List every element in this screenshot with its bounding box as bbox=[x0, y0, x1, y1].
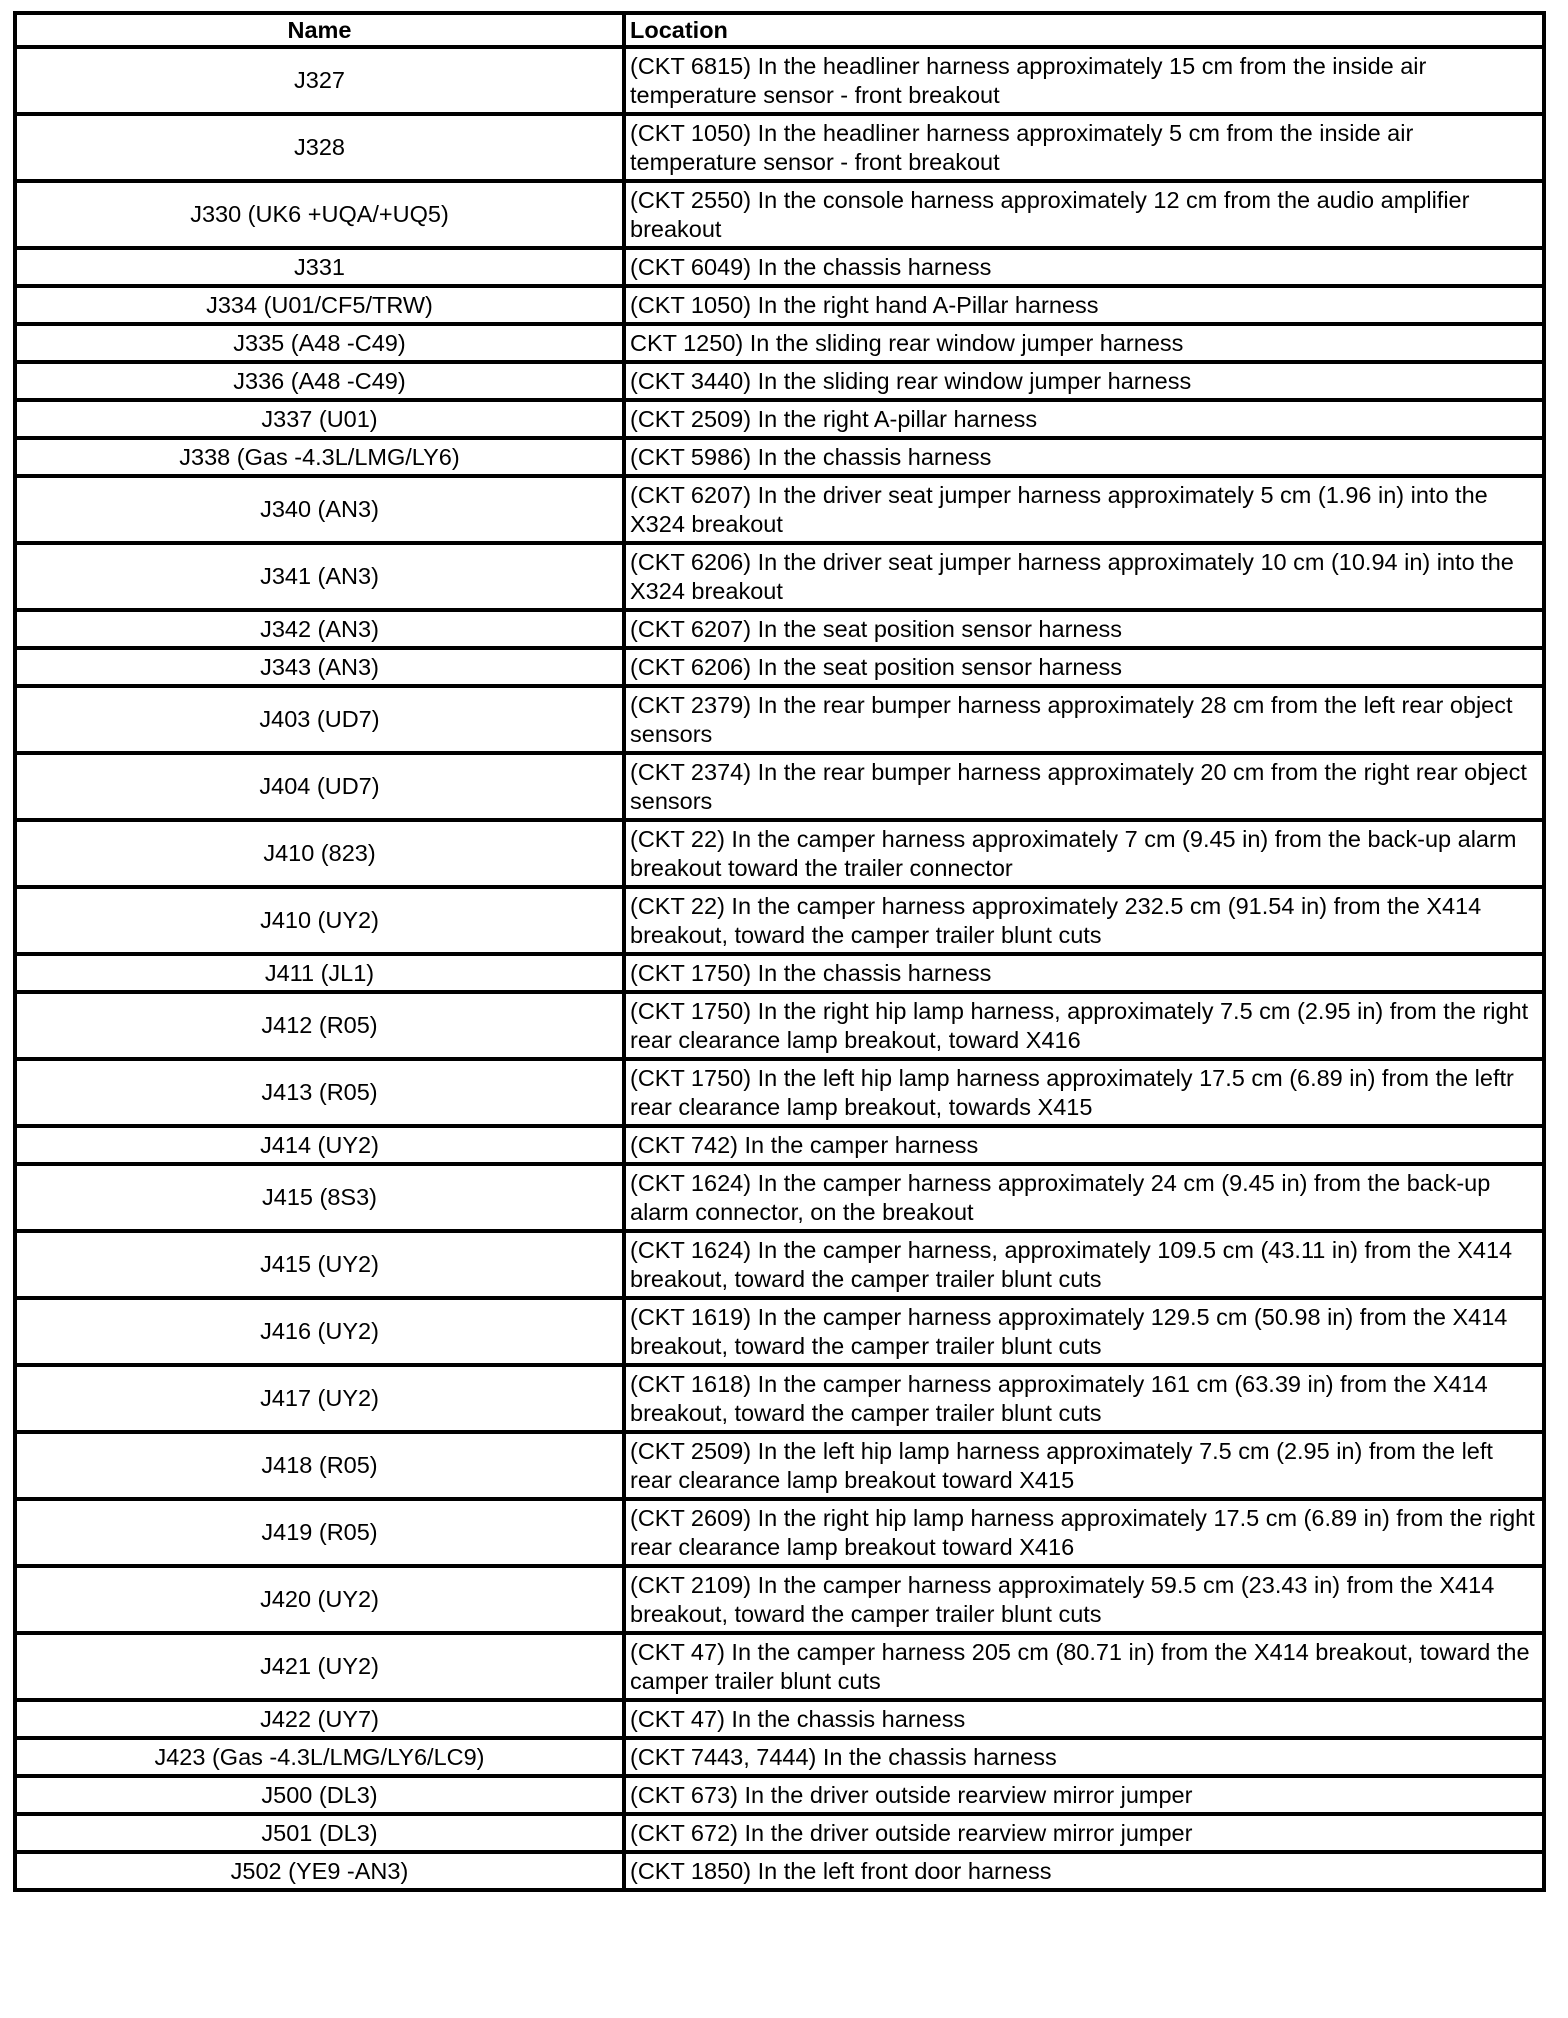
row-location-cell: (CKT 6206) In the seat position sensor harness bbox=[624, 648, 1544, 686]
table-row bbox=[15, 1776, 1544, 1814]
splice-location-table bbox=[13, 11, 1546, 1892]
table-row bbox=[15, 887, 1544, 954]
row-location-cell: (CKT 2379) In the rear bumper harness approximately 28 cm from the left rear object sensors bbox=[624, 686, 1544, 753]
table-header-row bbox=[15, 13, 1544, 47]
table-row bbox=[15, 1738, 1544, 1776]
row-name-cell: J342 (AN3) bbox=[15, 610, 624, 648]
row-location-cell: (CKT 5986) In the chassis harness bbox=[624, 438, 1544, 476]
table-row bbox=[15, 610, 1544, 648]
row-name-cell: J415 (8S3) bbox=[15, 1164, 624, 1231]
row-name-cell: J403 (UD7) bbox=[15, 686, 624, 753]
table-row bbox=[15, 648, 1544, 686]
row-name-cell: J416 (UY2) bbox=[15, 1298, 624, 1365]
row-name-cell: J331 bbox=[15, 248, 624, 286]
table-row bbox=[15, 476, 1544, 543]
row-name-cell: J418 (R05) bbox=[15, 1432, 624, 1499]
table-row bbox=[15, 47, 1544, 114]
row-name-cell: J337 (U01) bbox=[15, 400, 624, 438]
row-name-cell: J336 (A48 -C49) bbox=[15, 362, 624, 400]
row-name-cell: J410 (823) bbox=[15, 820, 624, 887]
row-location-cell: (CKT 6207) In the seat position sensor harness bbox=[624, 610, 1544, 648]
row-location-cell: (CKT 47) In the camper harness 205 cm (80.71 in) from the X414 breakout, toward the camper trailer blunt cuts bbox=[624, 1633, 1544, 1700]
row-location-cell: (CKT 1050) In the right hand A-Pillar harness bbox=[624, 286, 1544, 324]
table-row bbox=[15, 543, 1544, 610]
row-name-cell: J422 (UY7) bbox=[15, 1700, 624, 1738]
row-location-cell: (CKT 22) In the camper harness approximately 7 cm (9.45 in) from the back-up alarm breakout toward the trailer connector bbox=[624, 820, 1544, 887]
row-name-cell: J502 (YE9 -AN3) bbox=[15, 1852, 624, 1890]
row-location-cell: CKT 1250) In the sliding rear window jumper harness bbox=[624, 324, 1544, 362]
row-location-cell: (CKT 6206) In the driver seat jumper harness approximately 10 cm (10.94 in) into the X324 breakout bbox=[624, 543, 1544, 610]
row-location-cell: (CKT 22) In the camper harness approximately 232.5 cm (91.54 in) from the X414 breakout, toward the camper trailer blunt cuts bbox=[624, 887, 1544, 954]
row-location-cell: (CKT 1750) In the right hip lamp harness, approximately 7.5 cm (2.95 in) from the right rear clearance lamp breakout, toward X416 bbox=[624, 992, 1544, 1059]
row-location-cell: (CKT 742) In the camper harness bbox=[624, 1126, 1544, 1164]
row-name-cell: J338 (Gas -4.3L/LMG/LY6) bbox=[15, 438, 624, 476]
row-location-cell: (CKT 2550) In the console harness approximately 12 cm from the audio amplifier breakout bbox=[624, 181, 1544, 248]
table-row bbox=[15, 1298, 1544, 1365]
row-location-cell: (CKT 7443, 7444) In the chassis harness bbox=[624, 1738, 1544, 1776]
row-name-cell: J410 (UY2) bbox=[15, 887, 624, 954]
row-location-cell: (CKT 6049) In the chassis harness bbox=[624, 248, 1544, 286]
row-name-cell: J330 (UK6 +UQA/+UQ5) bbox=[15, 181, 624, 248]
row-location-cell: (CKT 672) In the driver outside rearview mirror jumper bbox=[624, 1814, 1544, 1852]
row-name-cell: J417 (UY2) bbox=[15, 1365, 624, 1432]
row-location-cell: (CKT 1850) In the left front door harness bbox=[624, 1852, 1544, 1890]
row-location-cell: (CKT 1624) In the camper harness, approximately 109.5 cm (43.11 in) from the X414 breakout, toward the camper trailer blunt cuts bbox=[624, 1231, 1544, 1298]
table-row bbox=[15, 1700, 1544, 1738]
column-header-location: Location bbox=[624, 13, 1544, 47]
row-name-cell: J341 (AN3) bbox=[15, 543, 624, 610]
column-header-name: Name bbox=[15, 13, 624, 47]
row-name-cell: J423 (Gas -4.3L/LMG/LY6/LC9) bbox=[15, 1738, 624, 1776]
row-name-cell: J340 (AN3) bbox=[15, 476, 624, 543]
row-location-cell: (CKT 2509) In the left hip lamp harness approximately 7.5 cm (2.95 in) from the left rear clearance lamp breakout toward X415 bbox=[624, 1432, 1544, 1499]
row-location-cell: (CKT 3440) In the sliding rear window jumper harness bbox=[624, 362, 1544, 400]
table-row bbox=[15, 820, 1544, 887]
table-row bbox=[15, 438, 1544, 476]
row-location-cell: (CKT 2109) In the camper harness approximately 59.5 cm (23.43 in) from the X414 breakout, toward the camper trailer blunt cuts bbox=[624, 1566, 1544, 1633]
row-name-cell: J334 (U01/CF5/TRW) bbox=[15, 286, 624, 324]
table-row bbox=[15, 1432, 1544, 1499]
row-name-cell: J421 (UY2) bbox=[15, 1633, 624, 1700]
table-row bbox=[15, 1852, 1544, 1890]
table-row bbox=[15, 753, 1544, 820]
table-row bbox=[15, 1499, 1544, 1566]
row-name-cell: J500 (DL3) bbox=[15, 1776, 624, 1814]
table-row bbox=[15, 248, 1544, 286]
row-name-cell: J327 bbox=[15, 47, 624, 114]
row-location-cell: (CKT 673) In the driver outside rearview mirror jumper bbox=[624, 1776, 1544, 1814]
row-location-cell: (CKT 2609) In the right hip lamp harness approximately 17.5 cm (6.89 in) from the right rear clearance lamp breakout toward X416 bbox=[624, 1499, 1544, 1566]
table-row bbox=[15, 362, 1544, 400]
row-location-cell: (CKT 1624) In the camper harness approximately 24 cm (9.45 in) from the back-up alarm connector, on the breakout bbox=[624, 1164, 1544, 1231]
row-location-cell: (CKT 47) In the chassis harness bbox=[624, 1700, 1544, 1738]
table-row bbox=[15, 1814, 1544, 1852]
table-row bbox=[15, 1126, 1544, 1164]
splice-location-sheet bbox=[13, 11, 1542, 1892]
row-name-cell: J335 (A48 -C49) bbox=[15, 324, 624, 362]
table-row bbox=[15, 324, 1544, 362]
row-name-cell: J413 (R05) bbox=[15, 1059, 624, 1126]
table-row bbox=[15, 114, 1544, 181]
row-location-cell: (CKT 6207) In the driver seat jumper harness approximately 5 cm (1.96 in) into the X324 breakout bbox=[624, 476, 1544, 543]
table-row bbox=[15, 1365, 1544, 1432]
table-row bbox=[15, 1164, 1544, 1231]
table-row bbox=[15, 1059, 1544, 1126]
row-location-cell: (CKT 2374) In the rear bumper harness approximately 20 cm from the right rear object sensors bbox=[624, 753, 1544, 820]
row-name-cell: J414 (UY2) bbox=[15, 1126, 624, 1164]
row-location-cell: (CKT 2509) In the right A-pillar harness bbox=[624, 400, 1544, 438]
table-row bbox=[15, 686, 1544, 753]
row-location-cell: (CKT 1619) In the camper harness approximately 129.5 cm (50.98 in) from the X414 breakout, toward the camper trailer blunt cuts bbox=[624, 1298, 1544, 1365]
row-name-cell: J412 (R05) bbox=[15, 992, 624, 1059]
table-row bbox=[15, 1231, 1544, 1298]
row-location-cell: (CKT 1618) In the camper harness approximately 161 cm (63.39 in) from the X414 breakout, toward the camper trailer blunt cuts bbox=[624, 1365, 1544, 1432]
table-row bbox=[15, 992, 1544, 1059]
row-name-cell: J328 bbox=[15, 114, 624, 181]
row-name-cell: J419 (R05) bbox=[15, 1499, 624, 1566]
table-row bbox=[15, 1633, 1544, 1700]
row-name-cell: J411 (JL1) bbox=[15, 954, 624, 992]
table-row bbox=[15, 954, 1544, 992]
row-name-cell: J415 (UY2) bbox=[15, 1231, 624, 1298]
table-row bbox=[15, 400, 1544, 438]
row-location-cell: (CKT 6815) In the headliner harness approximately 15 cm from the inside air temperature sensor - front breakout bbox=[624, 47, 1544, 114]
row-location-cell: (CKT 1750) In the chassis harness bbox=[624, 954, 1544, 992]
row-name-cell: J343 (AN3) bbox=[15, 648, 624, 686]
row-location-cell: (CKT 1050) In the headliner harness approximately 5 cm from the inside air temperature sensor - front breakout bbox=[624, 114, 1544, 181]
table-row bbox=[15, 181, 1544, 248]
table-row bbox=[15, 286, 1544, 324]
row-location-cell: (CKT 1750) In the left hip lamp harness approximately 17.5 cm (6.89 in) from the leftr rear clearance lamp breakout, towards X415 bbox=[624, 1059, 1544, 1126]
row-name-cell: J501 (DL3) bbox=[15, 1814, 624, 1852]
row-name-cell: J420 (UY2) bbox=[15, 1566, 624, 1633]
row-name-cell: J404 (UD7) bbox=[15, 753, 624, 820]
table-row bbox=[15, 1566, 1544, 1633]
